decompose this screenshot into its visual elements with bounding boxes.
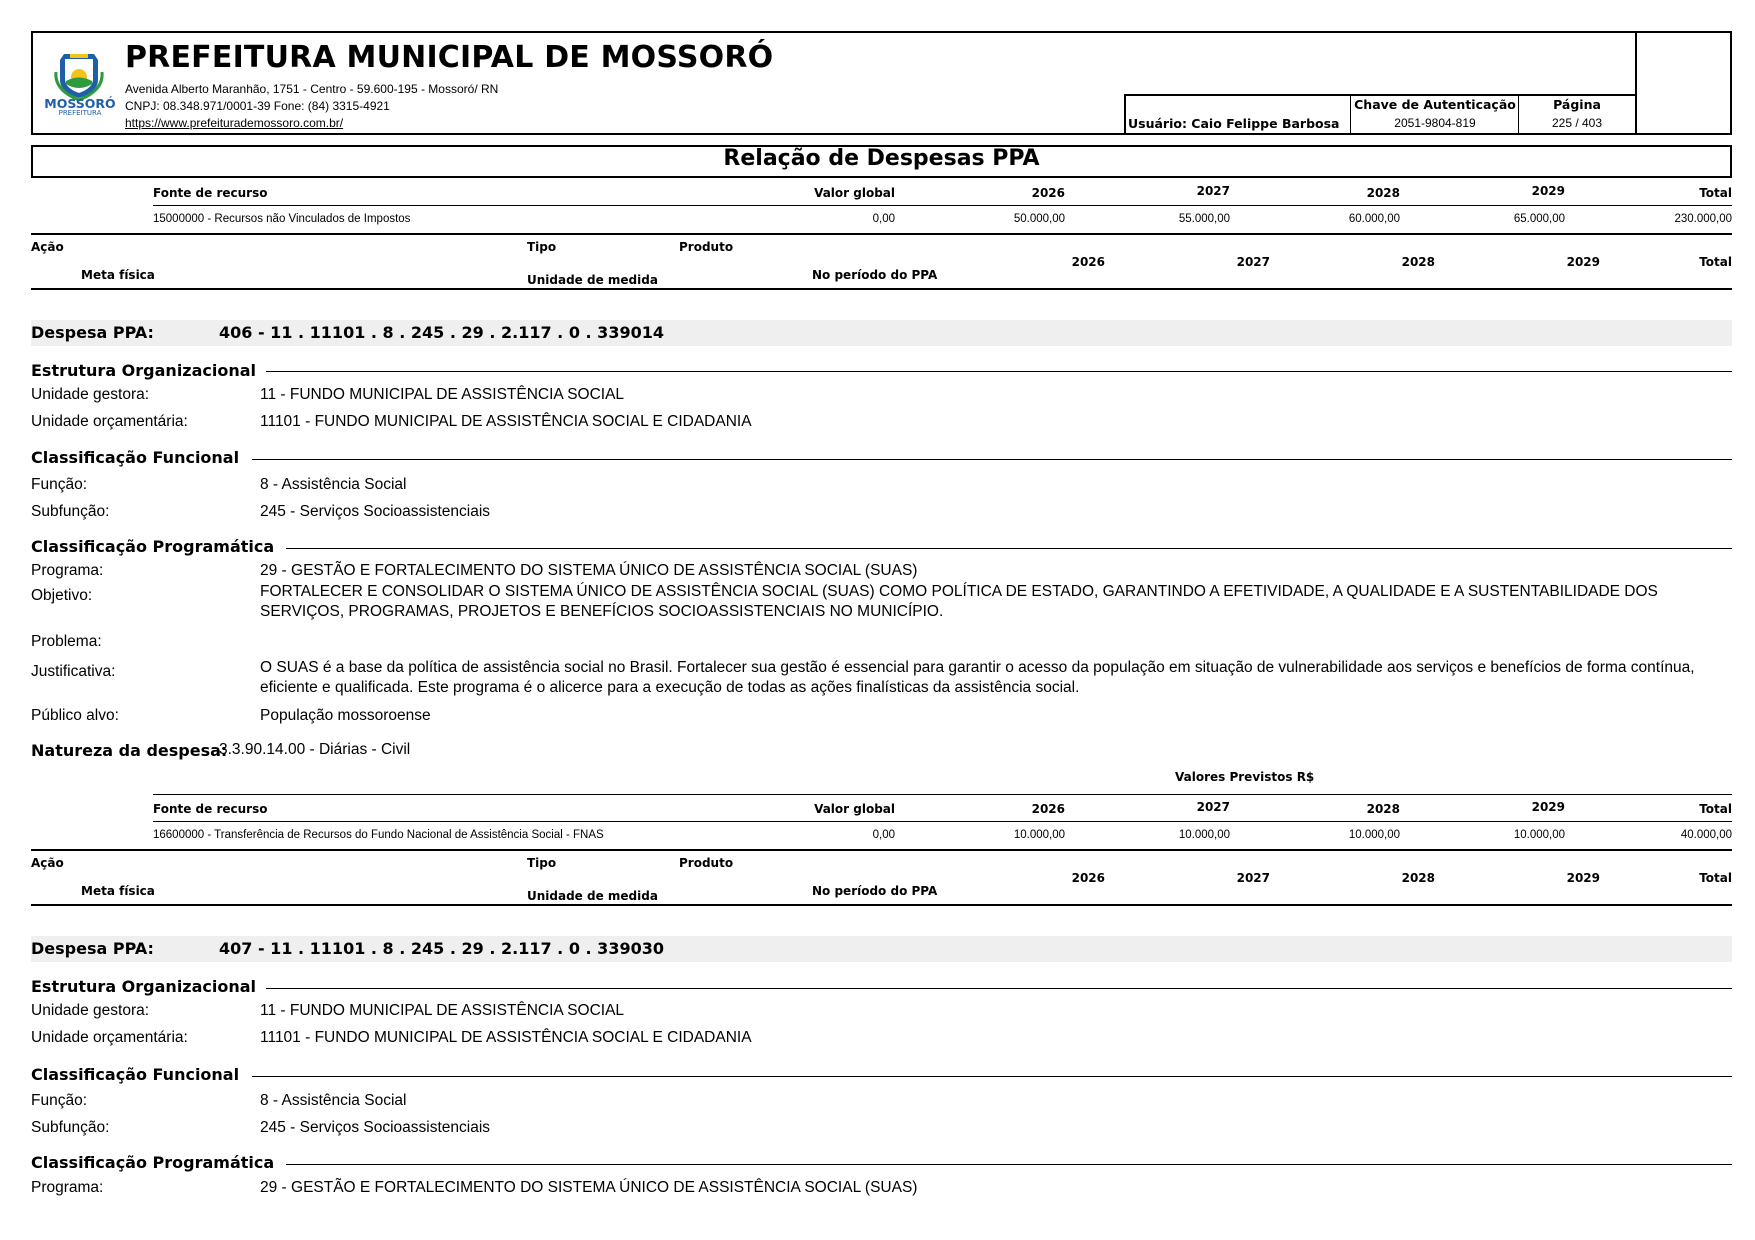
col-meta-fisica: Meta física <box>81 268 155 282</box>
col-2027: 2027 <box>1196 184 1230 198</box>
section-funcional: Classificação Funcional <box>31 1065 240 1084</box>
despesa-code: 406 - 11 . 11101 . 8 . 245 . 29 . 2.117 . 0 . 339014 <box>219 323 664 342</box>
fonte-2028: 60.000,00 <box>1348 213 1400 225</box>
despesa-code: 407 - 11 . 11101 . 8 . 245 . 29 . 2.117 . 0 . 339030 <box>219 939 664 958</box>
section-funcional: Classificação Funcional <box>31 448 240 467</box>
header-meta-divider <box>1350 94 1351 135</box>
col-total: Total <box>1699 255 1732 269</box>
fonte-2029: 10.000,00 <box>1513 829 1565 841</box>
valores-previstos-label: Valores Previstos R$ <box>1175 770 1315 784</box>
value-programa: 29 - GESTÃO E FORTALECIMENTO DO SISTEMA ÚNICO DE ASSISTÊNCIA SOCIAL (SUAS) <box>260 1179 918 1196</box>
org-website-link[interactable]: https://www.prefeiturademossoro.com.br/ <box>125 116 344 130</box>
section-programatica: Classificação Programática <box>31 1153 275 1172</box>
col-tipo: Tipo <box>527 240 557 254</box>
col-produto: Produto <box>679 856 734 870</box>
col-2029: 2029 <box>1531 184 1565 198</box>
logo-subtext: PREFEITURA <box>58 109 102 117</box>
label-unidade-orcamentaria: Unidade orçamentária: <box>31 413 188 430</box>
col-2027: 2027 <box>1236 255 1270 269</box>
label-problema: Problema: <box>31 633 102 650</box>
label-programa: Programa: <box>31 1179 104 1196</box>
col-fonte-recurso: Fonte de recurso <box>153 186 268 200</box>
fonte-total: 230.000,00 <box>1674 213 1732 225</box>
fonte-name: 15000000 - Recursos não Vinculados de Impostos <box>153 213 411 225</box>
label-publico-alvo: Público alvo: <box>31 707 119 724</box>
section-rule <box>252 459 1732 460</box>
col-no-periodo: No período do PPA <box>812 884 938 898</box>
section-rule <box>286 1164 1732 1165</box>
label-justificativa: Justificativa: <box>31 663 116 680</box>
divider <box>31 288 1732 290</box>
label-funcao: Função: <box>31 1092 88 1109</box>
col-unidade-medida: Unidade de medida <box>527 273 658 287</box>
value-unidade-orcamentaria: 11101 - FUNDO MUNICIPAL DE ASSISTÊNCIA SOCIAL E CIDADANIA <box>260 413 752 430</box>
fonte-2028: 10.000,00 <box>1348 829 1400 841</box>
label-natureza-despesa: Natureza da despesa: <box>31 741 228 760</box>
divider <box>31 904 1732 906</box>
col-meta-fisica: Meta física <box>81 884 155 898</box>
col-acao: Ação <box>31 240 64 254</box>
auth-key-label: Chave de Autenticação <box>1354 97 1516 112</box>
col-2029: 2029 <box>1566 255 1600 269</box>
org-address: Avenida Alberto Maranhão, 1751 - Centro - 59.600-195 - Mossoró/ RN <box>125 82 499 96</box>
label-programa: Programa: <box>31 562 104 579</box>
divider <box>31 233 1732 235</box>
divider <box>153 205 1732 206</box>
divider <box>31 849 1732 851</box>
org-cnpj-phone: CNPJ: 08.348.971/0001-39 Fone: (84) 3315-4921 <box>125 99 390 113</box>
col-2029: 2029 <box>1531 800 1565 814</box>
fonte-valor-global: 0,00 <box>872 829 895 841</box>
label-unidade-gestora: Unidade gestora: <box>31 386 150 403</box>
value-unidade-gestora: 11 - FUNDO MUNICIPAL DE ASSISTÊNCIA SOCIAL <box>260 1002 625 1019</box>
col-unidade-medida: Unidade de medida <box>527 889 658 903</box>
section-estrutura: Estrutura Organizacional <box>31 977 257 996</box>
value-objetivo: FORTALECER E CONSOLIDAR O SISTEMA ÚNICO DE ASSISTÊNCIA SOCIAL (SUAS) COMO POLÍTICA DE ESTADO, GARANTINDO A EFETIVIDADE, A QUALIDADE E A SUSTENTABILIDADE DOS SERVIÇOS, PROGRAMAS, PROJETOS E BENEFÍCIOS SOCIOASSISTENCIAIS NO MUNICÍPIO. <box>260 583 1658 620</box>
logo-text: MOSSORÓ <box>44 96 116 111</box>
label-funcao: Função: <box>31 476 88 493</box>
fonte-2026: 50.000,00 <box>1013 213 1065 225</box>
col-no-periodo: No período do PPA <box>812 268 938 282</box>
value-subfuncao: 245 - Serviços Socioassistenciais <box>260 503 491 520</box>
col-fonte-recurso: Fonte de recurso <box>153 802 268 816</box>
col-2029: 2029 <box>1566 871 1600 885</box>
value-justificativa: O SUAS é a base da política de assistência social no Brasil. Fortalecer sua gestão é essencial para garantir o acesso da população em situação de vulnerabilidade aos serviços e benefícios de forma contínua, eficiente e qualificada. Este programa é o alicerce para a execução de todas as ações finalísticas da assistência social. <box>260 659 1695 696</box>
col-2026: 2026 <box>1031 186 1065 200</box>
value-subfuncao: 245 - Serviços Socioassistenciais <box>260 1119 491 1136</box>
col-valor-global: Valor global <box>814 802 895 816</box>
section-rule <box>266 988 1732 989</box>
col-produto: Produto <box>679 240 734 254</box>
col-2028: 2028 <box>1401 255 1435 269</box>
org-title: PREFEITURA MUNICIPAL DE MOSSORÓ <box>125 40 774 75</box>
value-unidade-orcamentaria: 11101 - FUNDO MUNICIPAL DE ASSISTÊNCIA SOCIAL E CIDADANIA <box>260 1029 752 1046</box>
page-label: Página <box>1553 97 1601 112</box>
user-label: Usuário: Caio Felippe Barbosa <box>1128 116 1340 131</box>
section-rule <box>252 1076 1732 1077</box>
col-2027: 2027 <box>1236 871 1270 885</box>
despesa-label: Despesa PPA: <box>31 939 154 958</box>
col-2028: 2028 <box>1366 802 1400 816</box>
despesa-label: Despesa PPA: <box>31 323 154 342</box>
section-rule <box>286 548 1732 549</box>
value-publico-alvo: População mossoroense <box>260 707 431 724</box>
section-rule <box>266 371 1732 372</box>
value-funcao: 8 - Assistência Social <box>260 476 407 493</box>
divider <box>153 821 1732 822</box>
col-2028: 2028 <box>1366 186 1400 200</box>
fonte-2026: 10.000,00 <box>1013 829 1065 841</box>
col-2026: 2026 <box>1071 255 1105 269</box>
divider <box>153 794 1732 795</box>
label-subfuncao: Subfunção: <box>31 1119 110 1136</box>
col-2028: 2028 <box>1401 871 1435 885</box>
col-total: Total <box>1699 802 1732 816</box>
section-estrutura: Estrutura Organizacional <box>31 361 257 380</box>
report-title: Relação de Despesas PPA <box>723 146 1040 171</box>
label-unidade-orcamentaria: Unidade orçamentária: <box>31 1029 188 1046</box>
label-subfuncao: Subfunção: <box>31 503 110 520</box>
label-objetivo: Objetivo: <box>31 587 93 604</box>
value-natureza-despesa: 3.3.90.14.00 - Diárias - Civil <box>219 741 411 758</box>
col-2026: 2026 <box>1071 871 1105 885</box>
value-programa: 29 - GESTÃO E FORTALECIMENTO DO SISTEMA ÚNICO DE ASSISTÊNCIA SOCIAL (SUAS) <box>260 562 918 579</box>
col-acao: Ação <box>31 856 64 870</box>
section-programatica: Classificação Programática <box>31 537 275 556</box>
col-tipo: Tipo <box>527 856 557 870</box>
col-2027: 2027 <box>1196 800 1230 814</box>
col-2026: 2026 <box>1031 802 1065 816</box>
auth-key-value: 2051-9804-819 <box>1394 116 1476 130</box>
value-funcao: 8 - Assistência Social <box>260 1092 407 1109</box>
fonte-2027: 10.000,00 <box>1178 829 1230 841</box>
col-total: Total <box>1699 186 1732 200</box>
fonte-valor-global: 0,00 <box>872 213 895 225</box>
fonte-2027: 55.000,00 <box>1178 213 1230 225</box>
fonte-name: 16600000 - Transferência de Recursos do Fundo Nacional de Assistência Social - FNAS <box>153 829 604 841</box>
col-total: Total <box>1699 871 1732 885</box>
page-number: 225 / 403 <box>1551 116 1603 130</box>
value-unidade-gestora: 11 - FUNDO MUNICIPAL DE ASSISTÊNCIA SOCIAL <box>260 386 625 403</box>
col-valor-global: Valor global <box>814 186 895 200</box>
label-unidade-gestora: Unidade gestora: <box>31 1002 150 1019</box>
fonte-2029: 65.000,00 <box>1513 213 1565 225</box>
fonte-total: 40.000,00 <box>1680 829 1732 841</box>
